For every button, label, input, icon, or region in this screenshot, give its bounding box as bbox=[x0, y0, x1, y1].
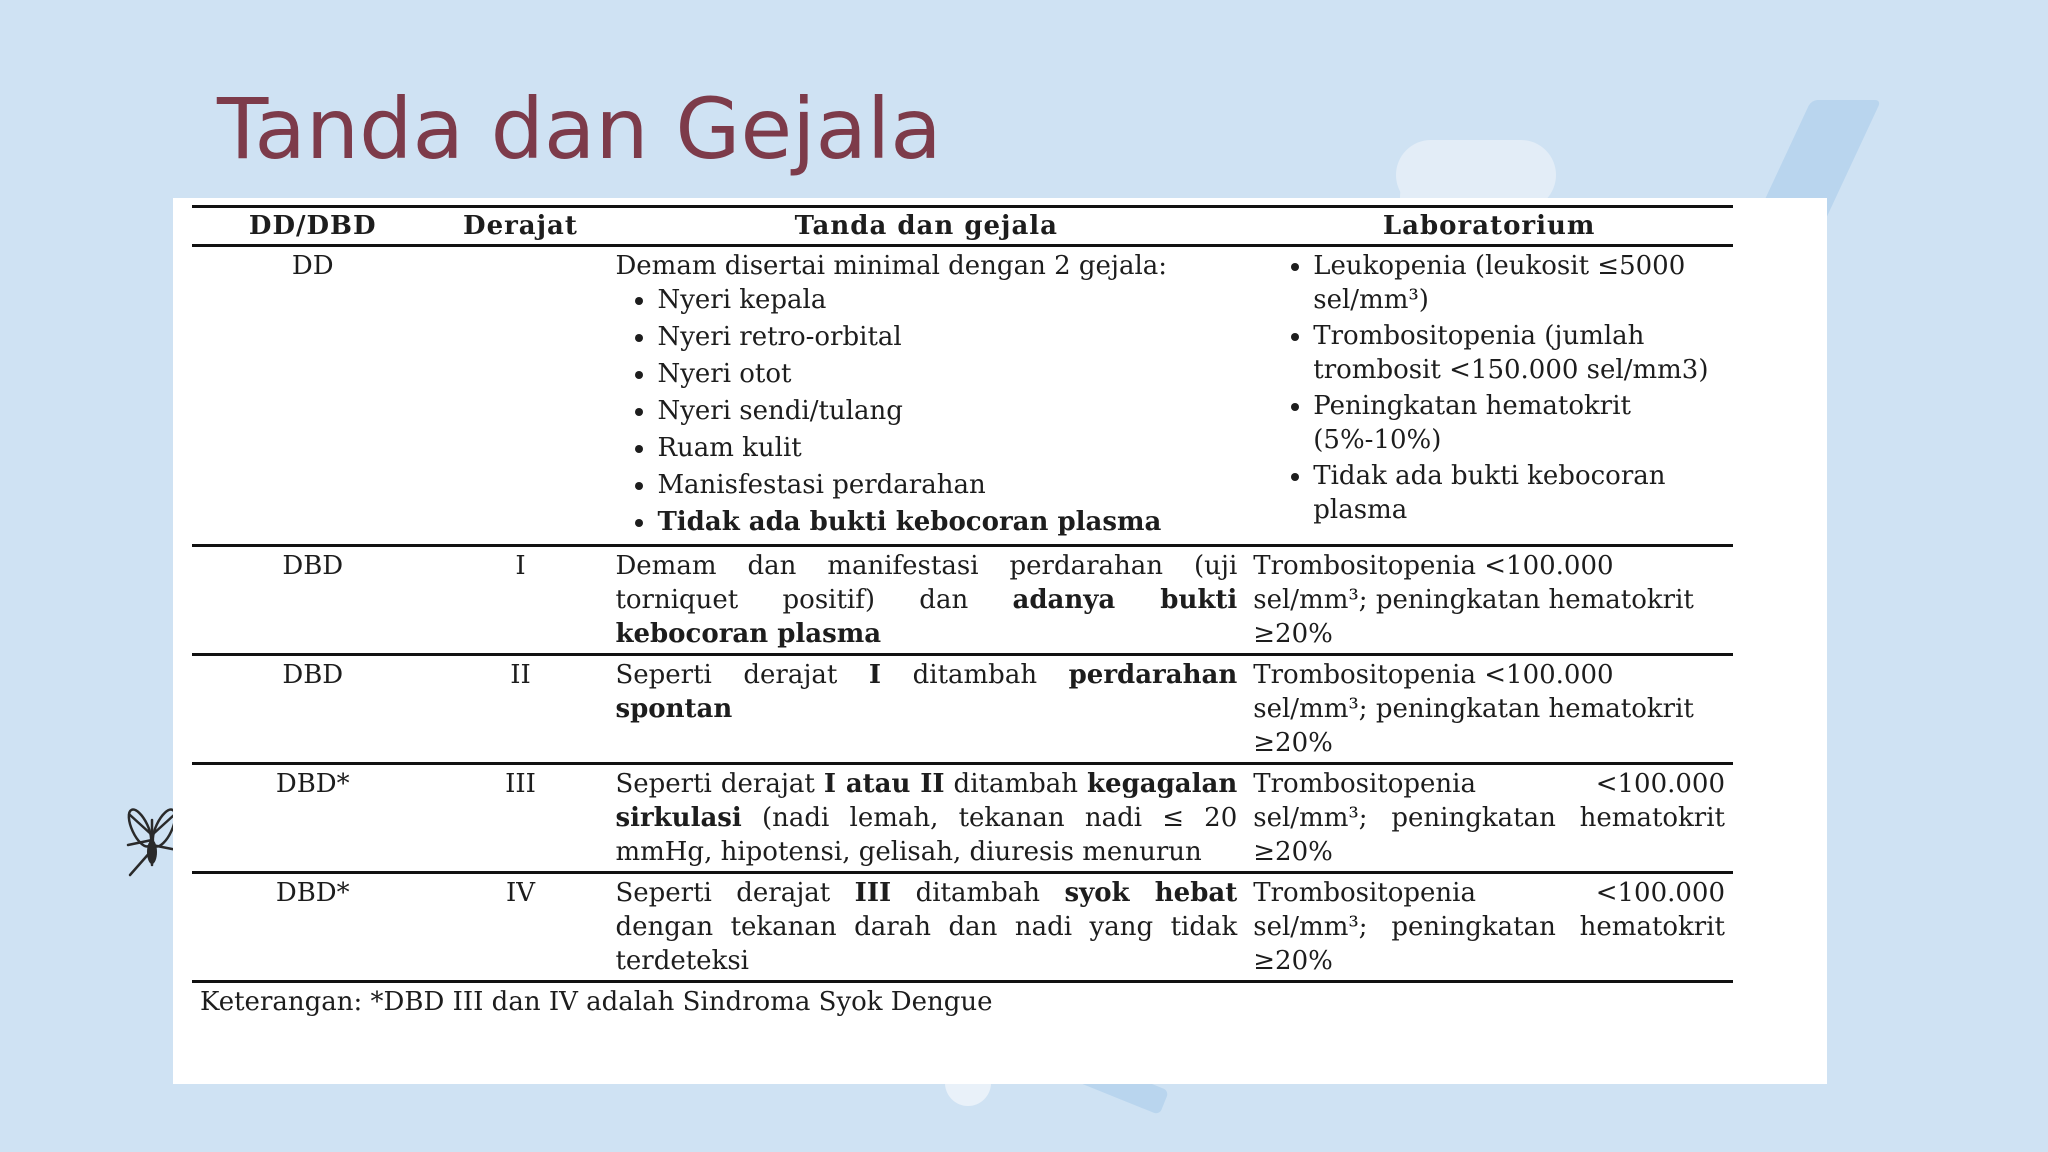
cell-signs bbox=[607, 246, 1245, 546]
cell-grade: II bbox=[434, 655, 608, 764]
signs-text: dengan tekanan darah dan nadi yang tidak terdeteksi bbox=[615, 912, 1238, 976]
cell-laboratory: Trombositopenia <100.000 sel/mm³; peningkatan hematokrit ≥20% bbox=[1245, 873, 1733, 982]
table-row-dbd-ii bbox=[192, 655, 1733, 764]
signs-bold: I atau II bbox=[823, 769, 945, 799]
cell-laboratory: Trombositopenia <100.000 sel/mm³; peningkatan hematokrit ≥20% bbox=[1245, 546, 1733, 655]
signs-text: ditambah bbox=[944, 769, 1088, 799]
slide-title: Tanda dan Gejala bbox=[217, 80, 942, 178]
signs-bold: kegagalan sirkulasi bbox=[615, 769, 1238, 833]
signs-bold: I bbox=[868, 660, 882, 690]
cell-type: DBD* bbox=[192, 764, 434, 873]
lab-list-item: • Leukopenia (leukosit ≤5000 sel/mm³) bbox=[1313, 249, 1725, 317]
signs-bold: syok hebat bbox=[1064, 878, 1238, 908]
signs-list-item: • Manisfestasi perdarahan bbox=[657, 468, 1237, 502]
signs-text: Demam dan manifestasi perdarahan (uji torniquet positif) dan bbox=[615, 551, 1238, 615]
header-type: DD/DBD bbox=[192, 207, 434, 246]
lab-list-item: • Tidak ada bukti kebocoran plasma bbox=[1313, 459, 1725, 527]
cell-laboratory: Trombositopenia <100.000 sel/mm³; peningkatan hematokrit ≥20% bbox=[1245, 655, 1733, 764]
signs-list-item: • Nyeri retro-orbital bbox=[657, 320, 1237, 354]
cell-type: DD bbox=[192, 246, 434, 546]
signs-bold: perdarahan spontan bbox=[615, 660, 1238, 724]
table-row-dd bbox=[192, 246, 1733, 546]
table-row-dbd-iii bbox=[192, 764, 1733, 873]
signs-text: (nadi lemah, tekanan nadi ≤ 20 mmHg, hipotensi, gelisah, diuresis menurun bbox=[615, 803, 1238, 867]
dengue-classification-table bbox=[192, 205, 1733, 1021]
header-laboratory: Laboratorium bbox=[1245, 207, 1733, 246]
table-image-panel bbox=[173, 198, 1827, 1084]
signs-list-item: • Nyeri sendi/tulang bbox=[657, 394, 1237, 428]
lab-list-item: • Peningkatan hematokrit (5%-10%) bbox=[1313, 389, 1725, 457]
signs-intro: Demam disertai minimal dengan 2 gejala: bbox=[615, 251, 1168, 281]
cell-signs bbox=[607, 655, 1245, 764]
signs-text: ditambah bbox=[881, 660, 1069, 690]
cell-grade: III bbox=[434, 764, 608, 873]
header-grade: Derajat bbox=[434, 207, 608, 246]
signs-list-item: • Ruam kulit bbox=[657, 431, 1237, 465]
table-row-dbd-iv bbox=[192, 873, 1733, 982]
cell-signs bbox=[607, 546, 1245, 655]
signs-text: Seperti derajat bbox=[615, 769, 824, 799]
table-note-row bbox=[192, 982, 1733, 1022]
cell-type: DBD* bbox=[192, 873, 434, 982]
signs-list-item: • Nyeri otot bbox=[657, 357, 1237, 391]
cell-grade: IV bbox=[434, 873, 608, 982]
signs-list-item: • Tidak ada bukti kebocoran plasma bbox=[657, 505, 1237, 539]
cell-signs bbox=[607, 764, 1245, 873]
signs-bold: III bbox=[854, 878, 892, 908]
signs-text: Seperti derajat bbox=[615, 878, 855, 908]
cell-grade bbox=[434, 246, 608, 546]
signs-list bbox=[615, 283, 1237, 539]
signs-text: Seperti derajat bbox=[615, 660, 869, 690]
cell-signs bbox=[607, 873, 1245, 982]
cell-type: DBD bbox=[192, 655, 434, 764]
cell-grade: I bbox=[434, 546, 608, 655]
cell-type: DBD bbox=[192, 546, 434, 655]
signs-bold: adanya bukti kebocoran plasma bbox=[615, 585, 1238, 649]
cell-laboratory bbox=[1245, 246, 1733, 546]
header-signs: Tanda dan gejala bbox=[607, 207, 1245, 246]
table-header-row bbox=[192, 207, 1733, 246]
lab-list-item: • Trombositopenia (jumlah trombosit <150.000 sel/mm3) bbox=[1313, 319, 1725, 387]
signs-text: ditambah bbox=[891, 878, 1065, 908]
lab-list bbox=[1253, 249, 1725, 527]
table-row-dbd-i bbox=[192, 546, 1733, 655]
signs-list-item: • Nyeri kepala bbox=[657, 283, 1237, 317]
table-note: Keterangan: *DBD III dan IV adalah Sindroma Syok Dengue bbox=[200, 987, 993, 1017]
cell-laboratory: Trombositopenia <100.000 sel/mm³; peningkatan hematokrit ≥20% bbox=[1245, 764, 1733, 873]
